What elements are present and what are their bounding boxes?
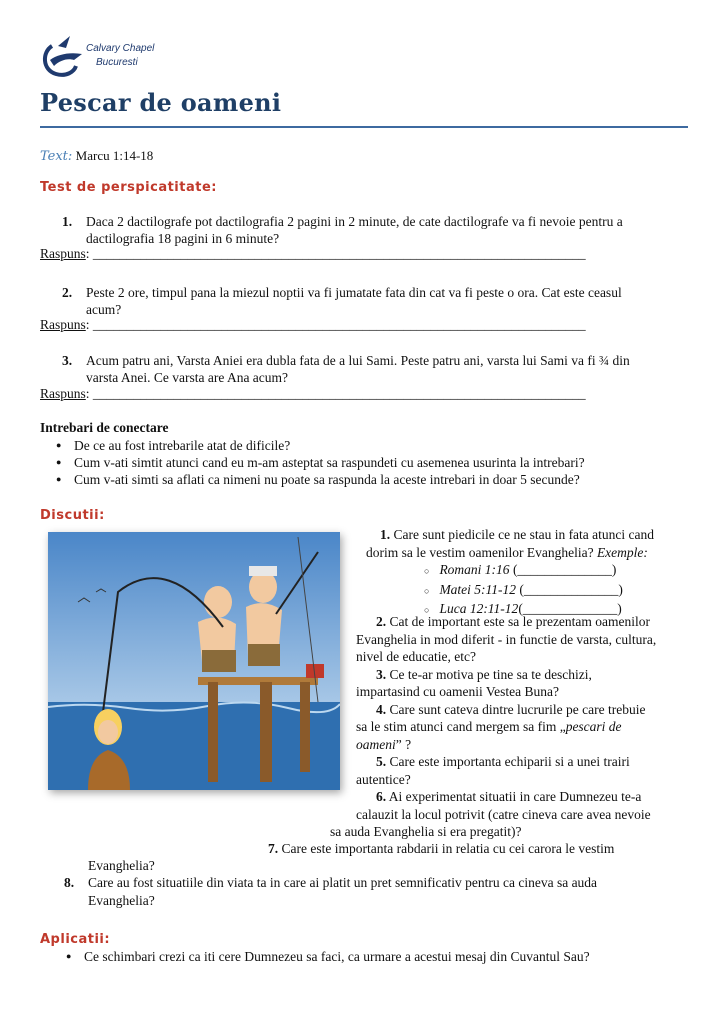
dq6-line3: sa auda Evanghelia si era pregatit)? bbox=[330, 824, 522, 839]
ref-matei-blank: (______________) bbox=[519, 581, 623, 597]
q3-line2: varsta Anei. Ce varsta are Ana acum? bbox=[86, 370, 289, 385]
q2-number: 2. bbox=[62, 285, 73, 300]
discussion-q7 bbox=[268, 840, 686, 858]
dq2-line3: nivel de educatie, etc? bbox=[356, 649, 476, 664]
q3-number: 3. bbox=[62, 353, 73, 368]
logo-line2: Bucuresti bbox=[96, 57, 138, 68]
dq8-line1: Care au fost situatiile din viata ta in care ai platit un pret semnificativ pentru ca cineva sa auda bbox=[88, 875, 598, 890]
discussion-refs: ○ Romani 1:16 (______________) ○ Matei 5:11-12 (______________) ○ Luca 12:11-12(______________) bbox=[424, 562, 623, 616]
dq7-line1: Care este importanta rabdarii in relatia cu cei carora le vestim bbox=[281, 841, 615, 856]
connect-list bbox=[48, 437, 688, 488]
ref-luca-blank: (______________) bbox=[518, 601, 622, 616]
dq1-text-a: Care sunt piedicile ce ne stau in fata atunci cand bbox=[393, 527, 655, 542]
text-label: Text: bbox=[40, 149, 73, 164]
aplicatii-list bbox=[58, 948, 688, 965]
dq6-line2: calauzit la locul potrivit (catre cineva care avea nevoie bbox=[356, 806, 651, 822]
ref-matei: Matei 5:11-12 bbox=[439, 581, 517, 597]
list-item: ● Cum v-ati simtit atunci cand eu m-am asteptat sa raspundeti cu asemenea usurinta la intrebari? bbox=[48, 454, 688, 471]
list-item: ● De ce au fost intrebarile atat de dificile? bbox=[48, 437, 688, 454]
title-divider bbox=[40, 126, 688, 128]
dq8-line2: Evanghelia? bbox=[88, 892, 155, 908]
text-value: Marcu 1:14-18 bbox=[75, 148, 154, 163]
answer-blank-3: : _________________________________________________________________________ bbox=[85, 386, 586, 401]
discussion-q1 bbox=[356, 526, 686, 561]
dq4-line3: ” ? bbox=[395, 736, 412, 752]
list-item: ● Ce schimbari crezi ca iti cere Dumnezeu sa faci, ca urmare a acestui mesaj din Cuvantul Sau? bbox=[58, 948, 688, 965]
dq2-number: 2. bbox=[376, 614, 387, 629]
discutii-heading: Discutii: bbox=[40, 508, 105, 523]
dq1-example: Exemple: bbox=[596, 544, 648, 560]
dq7-line2: Evanghelia? bbox=[88, 858, 155, 873]
connect-heading: Intrebari de conectare bbox=[40, 420, 169, 435]
dq5-number: 5. bbox=[376, 754, 387, 769]
discussion-q8 bbox=[64, 874, 686, 909]
answer-label-1: Raspuns bbox=[40, 246, 86, 261]
q1-line1: Daca 2 dactilografe pot dactilografia 2 pagini in 2 minute, de cate dactilografe va fi nevoie pentru a bbox=[86, 214, 623, 229]
q2-line1: Peste 2 ore, timpul pana la miezul noptii va fi jumatate fata din cat va fi peste o ora. Cat este ceasul bbox=[86, 285, 622, 300]
dq5-line1: Care este importanta echiparii si a unei trairi bbox=[389, 754, 630, 769]
answer-3 bbox=[40, 386, 586, 402]
q1-line2: dactilografia 18 pagini in 6 minute? bbox=[86, 231, 280, 246]
ref-luca: Luca 12:11-12 bbox=[439, 601, 519, 616]
answer-1 bbox=[40, 246, 586, 262]
dq3-number: 3. bbox=[376, 666, 387, 682]
q1-number: 1. bbox=[62, 214, 73, 229]
dq6-number: 6. bbox=[376, 789, 387, 804]
dq4-line1: Care sunt cateva dintre lucrurile pe care trebuie bbox=[389, 701, 646, 717]
calvary-chapel-logo bbox=[40, 32, 160, 82]
page-title: Pescar de oameni bbox=[40, 88, 282, 117]
text-reference bbox=[40, 148, 153, 164]
dq1-number: 1. bbox=[380, 527, 391, 542]
aplicatii-heading: Aplicatii: bbox=[40, 932, 111, 947]
ref-romani: Romani 1:16 bbox=[439, 562, 510, 577]
dq6-line1: Ai experimentat situatii in care Dumnezeu te-a bbox=[388, 789, 642, 804]
dq4-line3-italic: oameni bbox=[356, 736, 396, 752]
answer-label-3: Raspuns bbox=[40, 386, 86, 401]
dq3-line1: Ce te-ar motiva pe tine sa te deschizi, bbox=[389, 666, 592, 682]
dq2-line1: Cat de important este sa le prezentam oamenilor bbox=[389, 614, 651, 629]
list-item: ● Cum v-ati simti sa aflati ca nimeni nu poate sa raspunda la aceste intrebari in doar 5 secunde? bbox=[48, 471, 688, 488]
dq7-number: 7. bbox=[268, 841, 279, 856]
answer-blank-1: : _________________________________________________________________________ bbox=[85, 246, 586, 261]
cartoon-illustration bbox=[48, 532, 340, 790]
dq4-line2: sa le stim atunci cand mergem sa fim „ bbox=[356, 719, 566, 734]
q2-line2: acum? bbox=[86, 302, 122, 317]
answer-blank-2: : _________________________________________________________________________ bbox=[85, 317, 586, 332]
dq3-line2: impartasind cu oamenii Vestea Buna? bbox=[356, 684, 559, 699]
test-question-1 bbox=[62, 213, 686, 247]
logo-line1: Calvary Chapel bbox=[86, 43, 155, 54]
ref-romani-blank: (______________) bbox=[512, 562, 617, 577]
dq2-line2: Evanghelia in mod diferit - in functie de varsta, cultura, bbox=[356, 631, 657, 647]
dove-logo-icon bbox=[40, 32, 86, 80]
dq4-line2-italic: pescari de bbox=[565, 719, 622, 734]
dq5-line2: autentice? bbox=[356, 771, 411, 787]
q3-line1: Acum patru ani, Varsta Aniei era dubla fata de a lui Sami. Peste patru ani, varsta lui Sami va fi ¾ din bbox=[86, 353, 630, 368]
dq8-number: 8. bbox=[64, 875, 75, 890]
test-heading: Test de perspicatitate: bbox=[40, 180, 217, 195]
answer-label-2: Raspuns bbox=[40, 317, 86, 332]
test-question-3 bbox=[62, 352, 686, 386]
fishing-cartoon-image bbox=[48, 532, 340, 790]
dq4-number: 4. bbox=[376, 701, 387, 717]
dq1-text-b: dorim sa le vestim oamenilor Evanghelia? bbox=[366, 544, 594, 560]
answer-2 bbox=[40, 317, 586, 333]
discussion-q2-q6 bbox=[356, 613, 686, 823]
test-question-2 bbox=[62, 284, 686, 318]
